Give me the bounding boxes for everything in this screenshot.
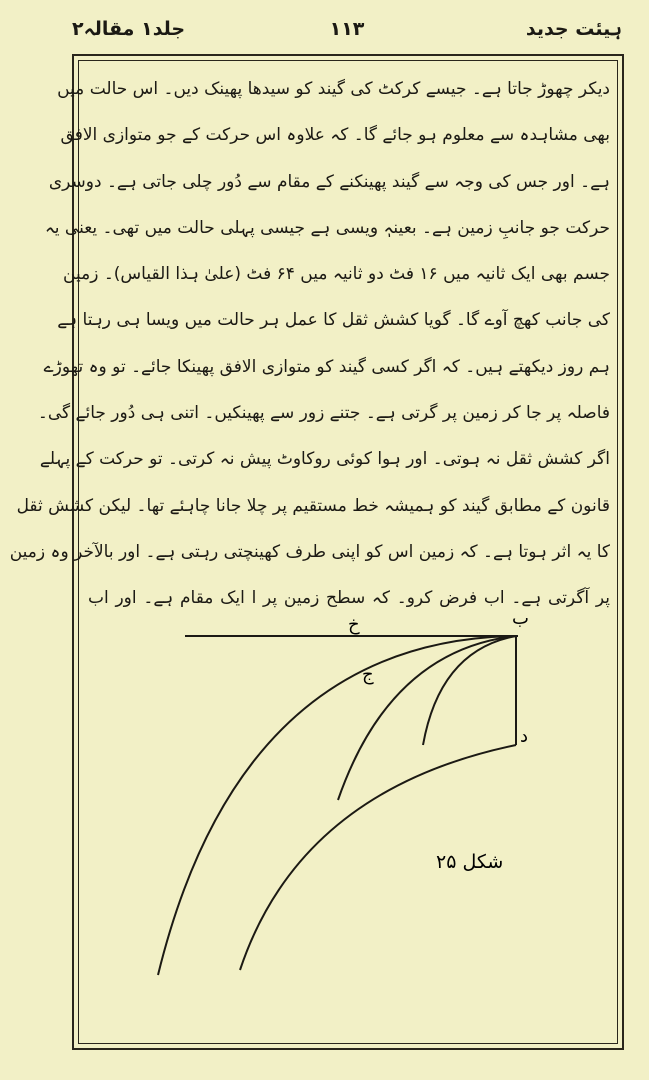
label-j: ج (362, 664, 374, 685)
text-line: اگر کشش ثقل نہ ہوتی۔ اور ہوا کوئی روکاوٹ پیش نہ کرتی۔ تو حرکت کے پہلے (39, 449, 610, 470)
text-line: ہم روز دیکھتے ہیں۔ کہ اگر کسی گیند کو متوازی الافق پھینکا جائے۔ تو وہ تھوڑے (43, 356, 610, 377)
body-text (9, 66, 610, 622)
trajectory-curve-1 (423, 636, 516, 745)
trajectory-figure (140, 610, 610, 1030)
text-line: کا یہ اثر ہوتا ہے۔ کہ زمین اس کو اپنی طرف کھینچتی رہتی ہے۔ اور بالآخر وہ زمین (9, 541, 610, 562)
volume-chapter: جلد۱ مقالہ۲ (72, 18, 186, 40)
text-line: قانون کے مطابق گیند کو ہمیشہ خط مستقیم پر چلا جانا چاہئے تھا۔ لیکن کشش ثقل (16, 495, 610, 516)
text-line: پر آگرتی ہے۔ اب فرض کرو۔ کہ سطح زمین پر ا ایک مقام ہے۔ اور اب (88, 588, 610, 609)
label-kh: خ (348, 614, 360, 635)
label-b: ب (512, 608, 529, 629)
book-title: ہیئت جدید (525, 18, 622, 40)
trajectory-curve-3 (158, 636, 516, 975)
figure-caption: شکل ۲۵ (436, 851, 504, 873)
text-line: بھی مشاہدہ سے معلوم ہو جائے گا۔ کہ علاوہ اس حرکت کے جو متوازی الافق (60, 125, 610, 146)
text-line: حرکت جو جانبِ زمین ہے۔ بعینہٖ ویسی ہے جیسی پہلی حالت میں تھی۔ یعنی یہ (44, 217, 610, 238)
label-d: د (520, 726, 529, 747)
text-line: دیکر چھوڑ جاتا ہے۔ جیسے کرکٹ کی گیند کو سیدھا پھینک دیں۔ اس حالت میں (57, 79, 610, 99)
trajectory-diagram (140, 610, 610, 1030)
text-line: جسم بھی ایک ثانیہ میں ۱۶ فٹ دو ثانیہ میں ۶۴ فٹ (علیٰ ہذا القیاس)۔ زمین (63, 264, 610, 285)
text-line: ہے۔ اور جس کی وجہ سے گیند پھینکنے کے مقام سے دُور چلی جاتی ہے۔ دوسری (48, 171, 610, 192)
text-line: فاصلہ پر جا کر زمین پر گرتی ہے۔ جتنے زور سے پھینکیں۔ اتنی ہی دُور جائے گی۔ (37, 403, 610, 424)
trajectory-curve-2 (338, 636, 516, 800)
text-line: کی جانب کھچ آوے گا۔ گویا کشش ثقل کا عمل ہر حالت میں ویسا ہی رہتا ہے (57, 310, 610, 331)
page-number: ۱۱۳ (329, 18, 365, 40)
page-header (72, 18, 622, 48)
